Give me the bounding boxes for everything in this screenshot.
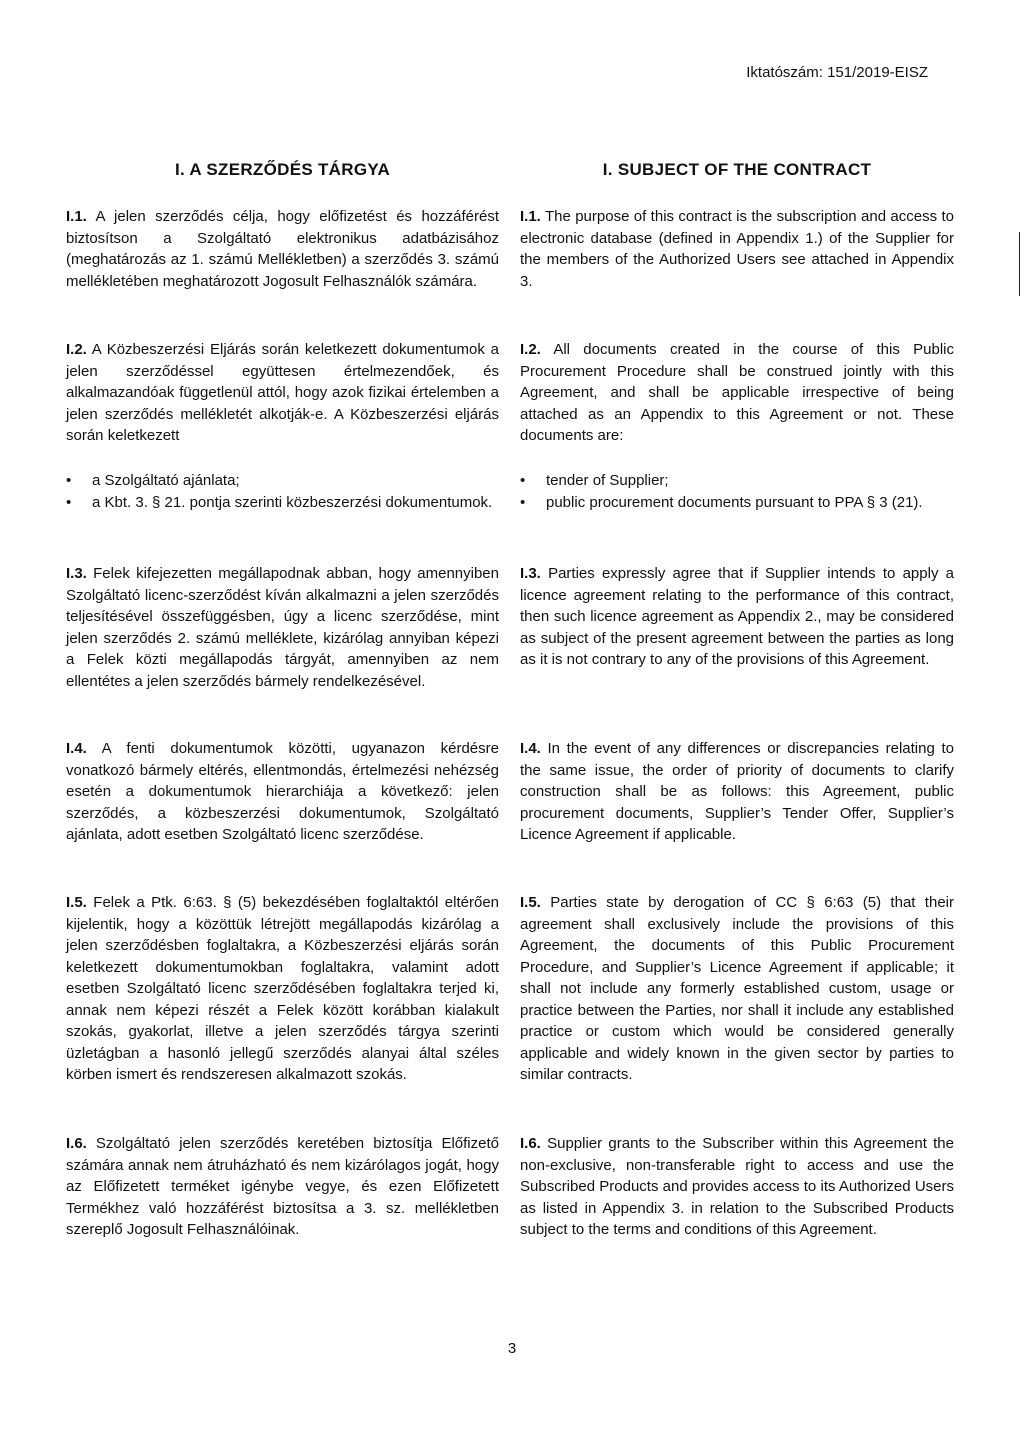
clause-number: I.2. (520, 341, 541, 358)
clause-number: I.5. (520, 894, 541, 911)
clause-number: I.1. (520, 208, 541, 225)
clause-number: I.4. (520, 740, 541, 757)
list-item: • a Szolgáltató ajánlata; (66, 470, 499, 492)
clause-5-hu (66, 892, 499, 1086)
clause-text: Felek kifejezetten megállapodnak abban, hogy amennyiben Szolgáltató licenc-szerződést kíván alkalmazni a jelen szerződés teljesítésével összefüggésben, úgy a licenc szerződése, mint jelen szerződés 2. számú melléklete, kizárólag annyiban képezi a Felek közti megállapodás tárgyát, amennyiben az nem ellentétes a jelen szerződés bármely rendelkezésével. (66, 565, 499, 690)
clause-text: A fenti dokumentumok közötti, ugyanazon kérdésre vonatkozó bármely eltérés, ellentmondás, értelmezési nehézség esetén a dokumentumok hierarchiája a következő: jelen szerződés, a közbeszerzési dokumentumok, Szolgáltató ajánlata, adott esetben Szolgáltató licenc szerződése. (66, 740, 499, 843)
clause-2-hu (66, 339, 499, 447)
clause-text: A jelen szerződés célja, hogy előfizetést és hozzáférést biztosítson a Szolgáltató elektronikus adatbázisához (meghatározás az 1. számú Mellékletben) a szerződés 3. számú mellékletében meghatározott Jogosult Felhasználók számára. (66, 208, 499, 290)
clause-number: I.1. (66, 208, 87, 225)
clause-number: I.2. (66, 341, 87, 358)
clause-5-en (520, 892, 954, 1086)
clause-4-en (520, 738, 954, 846)
document-list-hu (66, 470, 499, 513)
clause-3-en (520, 563, 954, 671)
clause-text: A Közbeszerzési Eljárás során keletkezett dokumentumok a jelen szerződéssel együttesen értelmezendőek, és alkalmazandóak függetlenül attól, hogy azok fizikai értelemben a jelen szerződés mellékletét alkotják-e. A Közbeszerzési eljárás során keletkezett (66, 341, 499, 444)
clause-2-en (520, 339, 954, 447)
clause-text: The purpose of this contract is the subscription and access to electronic database (defined in Appendix 1.) of the Supplier for the members of the Authorized Users see attached in Appendix 3. (520, 208, 954, 290)
clause-3-hu (66, 563, 499, 692)
list-item: • tender of Supplier; (520, 470, 954, 492)
clause-6-en (520, 1133, 954, 1241)
clause-6-hu (66, 1133, 499, 1241)
clause-text: Parties expressly agree that if Supplier intends to apply a licence agreement relating to the performance of this contract, then such licence agreement as Appendix 2., may be considered as subject of the present agreement between the parties as long as it is not contrary to any of the provisions of this Agreement. (520, 565, 954, 668)
clause-text: All documents created in the course of this Public Procurement Procedure shall be construed jointly with this Agreement, and shall be applicable irrespective of being attached as an Appendix to this Agreement or not. These documents are: (520, 341, 954, 444)
margin-line (1019, 232, 1020, 296)
registration-number: Iktatószám: 151/2019-EISZ (746, 64, 928, 81)
list-item: • public procurement documents pursuant to PPA § 3 (21). (520, 492, 954, 514)
clause-number: I.3. (66, 565, 87, 582)
document-list-en (520, 470, 954, 513)
clause-text: Supplier grants to the Subscriber within this Agreement the non-exclusive, non-transferable right to access and use the Subscribed Products and provides access to its Authorized Users as listed in Appendix 3. in relation to the Subscribed Products subject to the terms and conditions of this Agreement. (520, 1135, 954, 1238)
clause-4-hu (66, 738, 499, 846)
clause-number: I.4. (66, 740, 87, 757)
section-heading-hu: I. A SZERZŐDÉS TÁRGYA (174, 160, 391, 179)
clause-1-en (520, 206, 954, 292)
clause-text: Felek a Ptk. 6:63. § (5) bekezdésében foglaltaktól eltérően kijelentik, hogy a közöttük létrejött megállapodás kizárólag a jelen szerződésben foglaltakra, a Közbeszerzési eljárás során keletkezett dokumentumokban foglaltakra, valamint adott esetben Szolgáltató licenc szerződésében foglaltakra terjed ki, annak nem képezi részét a Felek között korábban kialakult szokás, gyakorlat, illetve a jelen szerződés tárgya szerinti üzletágban a hasonló jellegű szerződés alanyai által széles körben ismert és rendszeresen alkalmazott szokás. (66, 894, 499, 1083)
section-heading-en: I. SUBJECT OF THE CONTRACT (602, 160, 872, 179)
clause-1-hu (66, 206, 499, 292)
clause-text: In the event of any differences or discrepancies relating to the same issue, the order of priority of documents to clarify construction shall be as follows: this Agreement, public procurement documents, Supplier’s Tender Offer, Supplier’s Licence Agreement if applicable. (520, 740, 954, 843)
clause-number: I.6. (66, 1135, 87, 1152)
page-number: 3 (507, 1340, 517, 1357)
clause-number: I.6. (520, 1135, 541, 1152)
list-item: • a Kbt. 3. § 21. pontja szerinti közbeszerzési dokumentumok. (66, 492, 499, 514)
clause-text: Szolgáltató jelen szerződés keretében biztosítja Előfizető számára annak nem átruházható és nem kizárólagos jogát, hogy az Előfizetett terméket igénybe vegye, és ezen Előfizetett Termékhez való hozzáférést biztosítsa a 3. sz. mellékletben szereplő Jogosult Felhasználóinak. (66, 1135, 499, 1238)
clause-text: Parties state by derogation of CC § 6:63 (5) that their agreement shall exclusively include the provisions of this Agreement, the documents of this Public Procurement Procedure, and Supplier’s Licence Agreement if applicable; it shall not include any formerly established custom, usage or practice between the Parties, nor shall it include any established practice or custom which would be considered generally applicable and widely known in the given sector by parties to similar contracts. (520, 894, 954, 1083)
clause-number: I.5. (66, 894, 87, 911)
clause-number: I.3. (520, 565, 541, 582)
